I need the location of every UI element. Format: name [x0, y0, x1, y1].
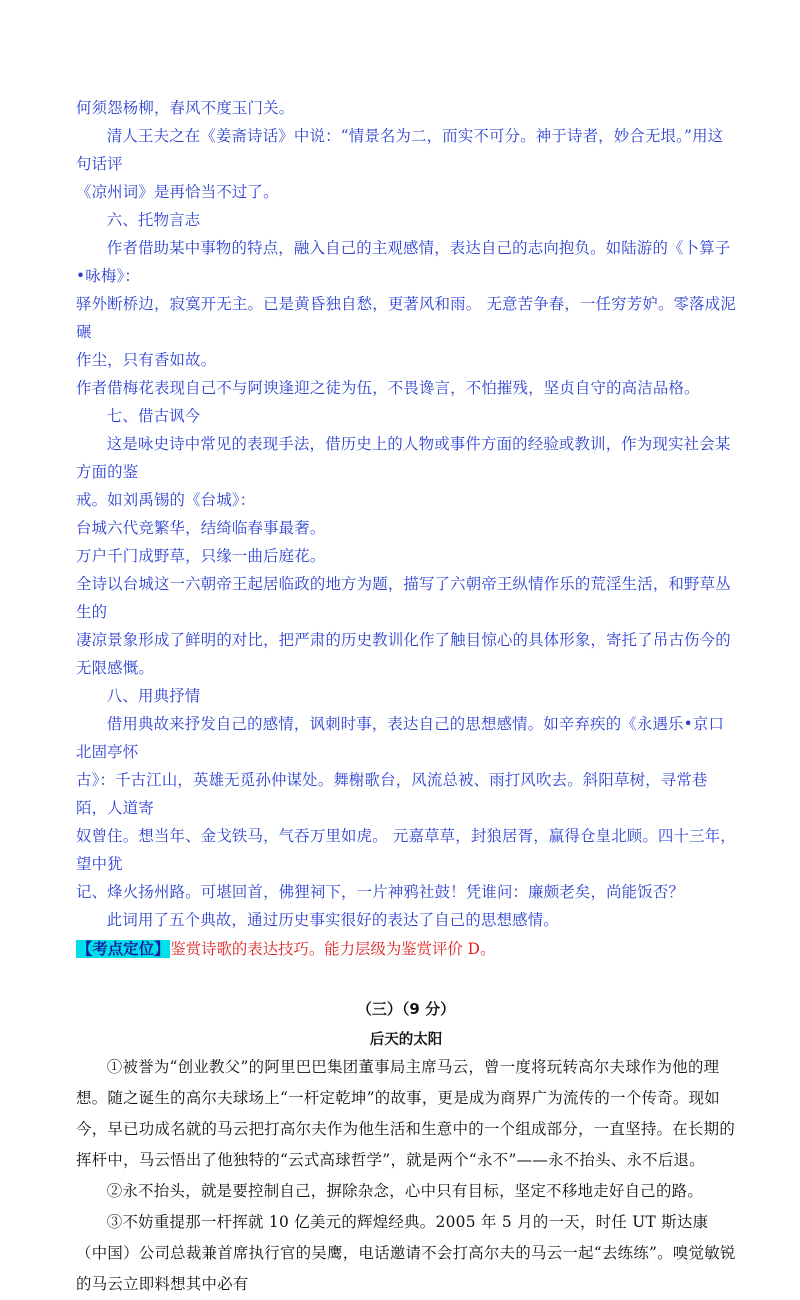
- explanation-line: 作者借梅花表现自己不与阿谀逢迎之徒为伍，不畏谗言，不怕摧残，坚贞自守的高洁品格。: [76, 379, 700, 397]
- explanation-line: 这是咏史诗中常见的表现手法，借历史上的人物或事件方面的经验或教训，作为现实社会某方面的鉴: [76, 435, 731, 481]
- exam-point-tag: 【考点定位】: [77, 940, 170, 958]
- exam-point-text: 鉴赏诗歌的表达技巧。能力层级为鉴赏评价 D。: [170, 940, 496, 958]
- explanation-line: 作者借助某中事物的特点，融入自己的主观感情，表达自己的志向抱负。如陆游的《卜算子•咏梅》：: [76, 239, 731, 285]
- explanation-line: 全诗以台城这一六朝帝王起居临政的地方为题，描写了六朝帝王纵情作乐的荒淫生活，和野草丛生的: [76, 575, 731, 621]
- explanation-line: 七、借古讽今: [106, 407, 201, 425]
- explanation-line: 戒。如刘禹锡的《台城》：: [76, 491, 256, 509]
- section-title: （三）（9 分）: [356, 1000, 456, 1018]
- article-paragraph: ②永不抬头，就是要控制自己，摒除杂念，心中只有目标，坚定不移地走好自己的路。: [106, 1182, 704, 1200]
- document-page: [76, 94, 736, 1300]
- explanation-line: 作尘，只有香如故。: [76, 351, 217, 369]
- explanation-line: 记、烽火扬州路。可堪回首，佛狸祠下，一片神鸦社鼓！凭谁问：廉颇老矣，尚能饭否？: [76, 883, 685, 901]
- explanation-line: 台城六代竞繁华，结绮临春事最奢。: [76, 519, 326, 537]
- explanation-line: 凄凉景象形成了鲜明的对比，把严肃的历史教训化作了触目惊心的具体形象，寄托了吊古伤今的无限感慨。: [76, 631, 731, 677]
- article-paragraph: ①被誉为“创业教父”的阿里巴巴集团董事局主席马云，曾一度将玩转高尔夫球作为他的理想。随之诞生的高尔夫球场上“一杆定乾坤”的故事，更是成为商界广为流传的一个传奇。现如今，早已功成名就的马云把打高尔夫作为他生活和生意中的一个组成部分，一直坚持。在长期的挥杆中，马云悟出了他独特的“云式高球哲学”，就是两个“永不”——永不抬头、永不后退。: [76, 1058, 736, 1169]
- article-title: 后天的太阳: [369, 1032, 443, 1048]
- explanation-line: 驿外断桥边，寂寞开无主。已是黄昏独自愁，更著风和雨。 无意苦争春，一任穷芳妒。零落成泥碾: [76, 295, 736, 341]
- explanation-line: 清人王夫之在《姜斋诗话》中说：“情景名为二，而实不可分。神于诗者，妙合无垠。”用这句话评: [76, 127, 724, 173]
- explanation-line: 此词用了五个典故，通过历史事实很好的表达了自己的思想感情。: [106, 911, 559, 929]
- answer-explanation: [76, 94, 736, 934]
- explanation-line: 八、用典抒情: [106, 687, 201, 705]
- explanation-line: 《凉州词》是再恰当不过了。: [76, 183, 279, 201]
- exam-point-note: [76, 936, 736, 962]
- explanation-line: 六、托物言志: [106, 211, 201, 229]
- article-body: [76, 1052, 736, 1300]
- explanation-line: 何须怨杨柳，春风不度玉门关。: [76, 99, 295, 117]
- explanation-line: 借用典故来抒发自己的感情，讽刺时事，表达自己的思想感情。如辛弃疾的《永遇乐•京口北固亭怀: [76, 715, 725, 761]
- explanation-line: 奴曾住。想当年、金戈铁马，气吞万里如虎。 元嘉草草，封狼居胥，赢得仓皇北顾。四十三年，望中犹: [76, 827, 736, 873]
- article-paragraph: ③不妨重提那一杆挥就 10 亿美元的辉煌经典。2005 年 5 月的一天，时任 UT 斯达康（中国）公司总裁兼首席执行官的吴鹰，电话邀请不会打高尔夫的马云一起“去练练”。嗅觉敏锐的马云立即料想其中必有: [76, 1213, 736, 1293]
- explanation-line: 万户千门成野草，只缘一曲后庭花。: [76, 547, 326, 565]
- explanation-line: 古》：千古江山，英雄无觅孙仲谋处。舞榭歌台，风流总被、雨打风吹去。斜阳草树，寻常巷陌，人道寄: [76, 771, 708, 817]
